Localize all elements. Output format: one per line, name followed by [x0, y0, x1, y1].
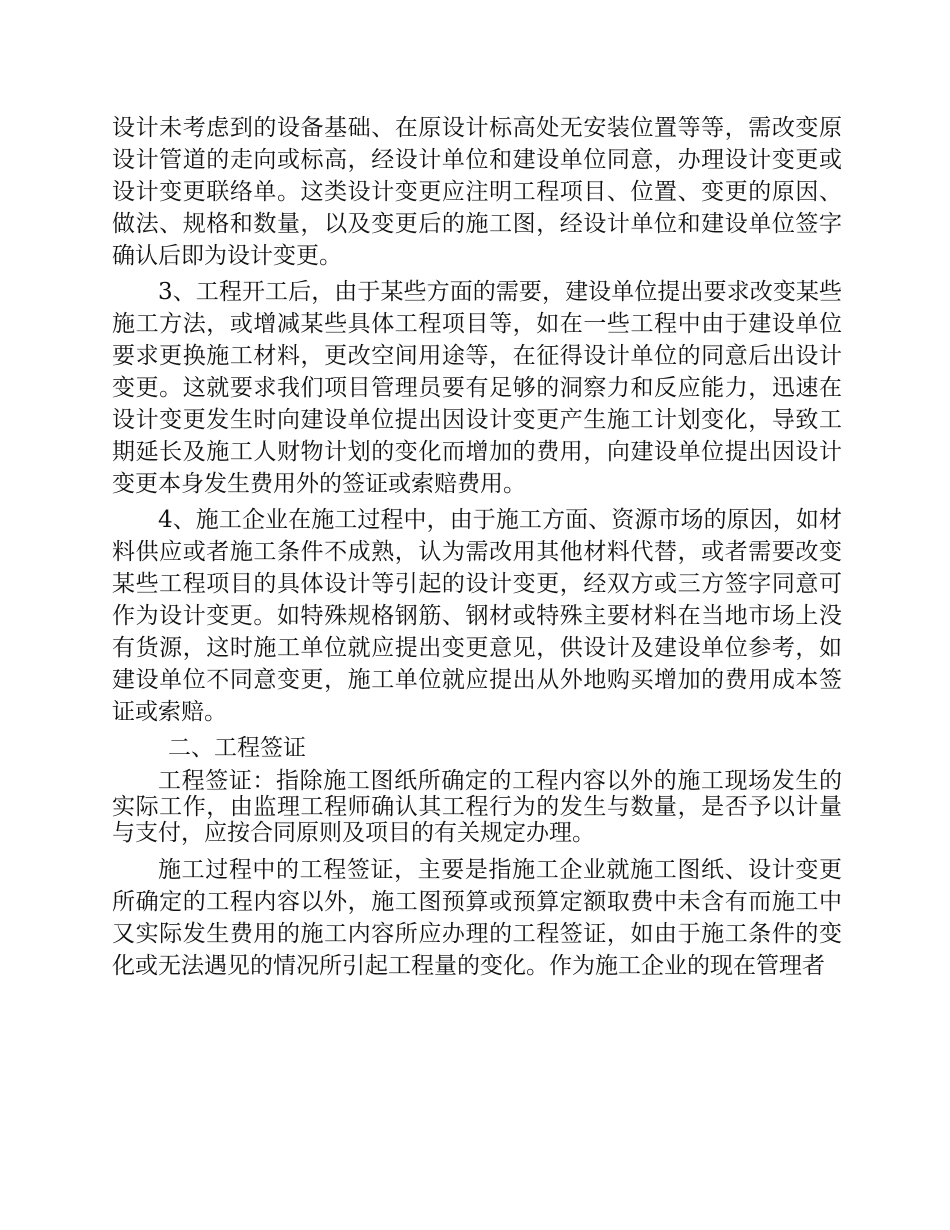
document-body	[112, 112, 842, 986]
paragraph-item-4: 4、施工企业在施工过程中，由于施工方面、资源市场的原因，如材料供应或者施工条件不成熟，认为需改用其他材料代替，或者需要改变某些工程项目的具体设计等引起的设计变更，经双方或三方签字同意可作为设计变更。如特殊规格钢筋、钢材或特殊主要材料在当地市场上没有货源，这时施工单位就应提出变更意见，供设计及建设单位参考，如建设单位不同意变更，施工单位就应提出从外地购买增加的费用成本签证或索赔。	[112, 507, 842, 725]
section-heading-engineering-visa: 二、工程签证	[168, 735, 306, 761]
paragraph-item-3: 3、工程开工后，由于某些方面的需要，建设单位提出要求改变某些施工方法，或增减某些具体工程项目等，如在一些工程中由于建设单位要求更换施工材料，更改空间用途等，在征得设计单位的同意后出设计变更。这就要求我们项目管理员要有足够的洞察力和反应能力，迅速在设计变更发生时向建设单位提出因设计变更产生施工计划变化，导致工期延长及施工人财物计划的变化而增加的费用，向建设单位提出因设计变更本身发生费用外的签证或索赔费用。	[112, 279, 842, 497]
paragraph-design-change-continuation: 设计未考虑到的设备基础、在原设计标高处无安装位置等等，需改变原设计管道的走向或标高，经设计单位和建设单位同意，办理设计变更或设计变更联络单。这类设计变更应注明工程项目、位置、变更的原因、做法、规格和数量，以及变更后的施工图，经设计单位和建设单位签字确认后即为设计变更。	[112, 115, 842, 269]
paragraph-visa-definition: 工程签证：指除施工图纸所确定的工程内容以外的施工现场发生的实际工作，由监理工程师确认其工程行为的发生与数量，是否予以计量与支付，应按合同原则及项目的有关规定办理。	[112, 768, 842, 846]
paragraph-visa-during-construction: 施工过程中的工程签证，主要是指施工企业就施工图纸、设计变更所确定的工程内容以外，施工图预算或预算定额取费中未含有而施工中又实际发生费用的施工内容所应办理的工程签证，如由于施工条件的变化或无法遇见的情况所引起工程量的变化。作为施工企业的现在管理者	[112, 857, 842, 979]
